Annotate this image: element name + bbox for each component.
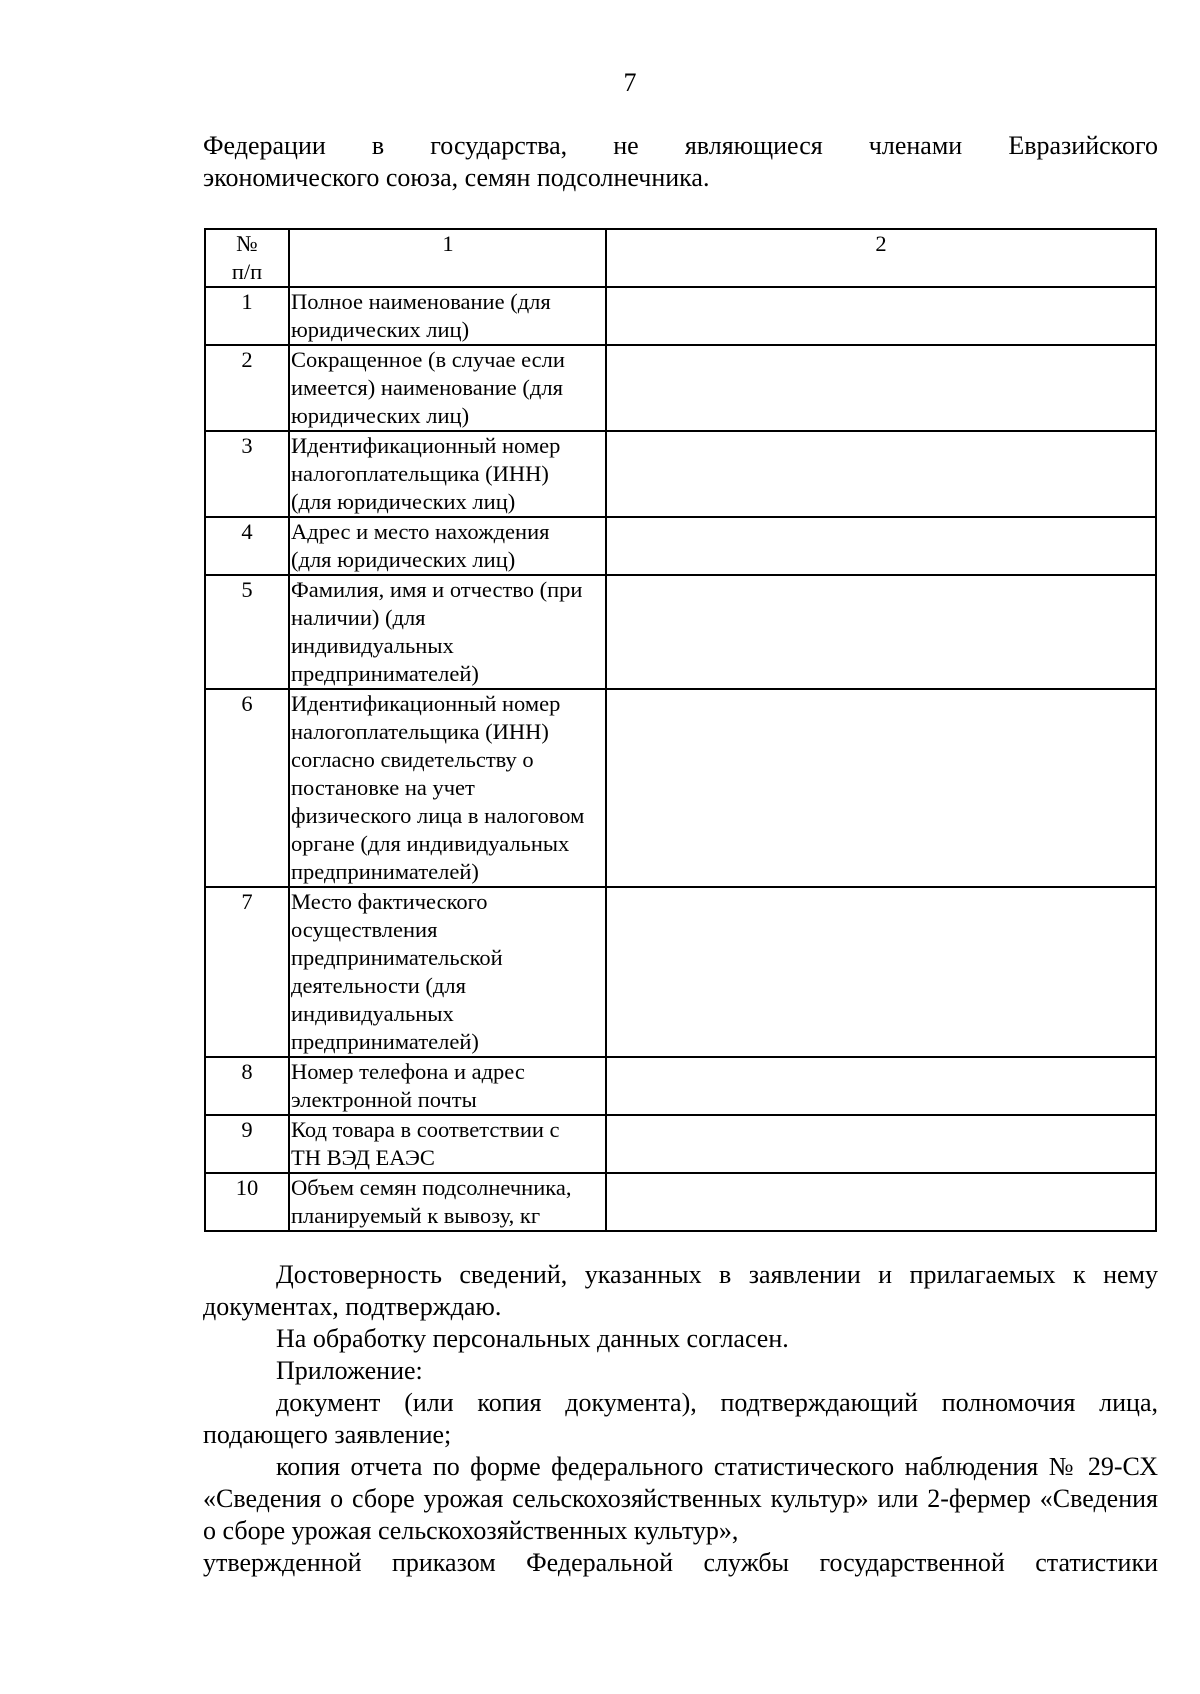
table-row — [205, 1173, 1156, 1231]
table-row — [205, 1115, 1156, 1173]
table-row — [205, 287, 1156, 345]
row-label: Полное наименование (для юридических лиц) — [289, 287, 606, 345]
row-num: 7 — [205, 887, 289, 1057]
row-value-cell[interactable] — [606, 431, 1156, 517]
row-label: Фамилия, имя и отчество (при наличии) (для индивидуальных предпринимателей) — [289, 575, 606, 689]
row-num: 8 — [205, 1057, 289, 1115]
paragraph-consent: На обработку персональных данных согласен. — [276, 1324, 789, 1353]
row-label: Место фактического осуществления предпринимательской деятельности (для индивидуальных предпринимателей) — [289, 887, 606, 1057]
row-label: Номер телефона и адрес электронной почты — [289, 1057, 606, 1115]
paragraph-confirmation: Достоверность сведений, указанных в заявлении и прилагаемых к нему документах, подтверждаю. — [203, 1260, 1158, 1321]
row-num: 4 — [205, 517, 289, 575]
paragraph-appendix-document: документ (или копия документа), подтверждающий полномочия лица, подающего заявление; — [203, 1388, 1158, 1449]
header-num: № п/п — [205, 229, 289, 287]
row-num: 10 — [205, 1173, 289, 1231]
intro-paragraph — [203, 130, 1158, 194]
table-row — [205, 345, 1156, 431]
table-row — [205, 575, 1156, 689]
row-num: 6 — [205, 689, 289, 887]
paragraph-approved-by: утвержденной приказом Федеральной службы государственной статистики — [203, 1548, 1158, 1577]
table-row — [205, 517, 1156, 575]
row-label: Объем семян подсолнечника, планируемый к вывозу, кг — [289, 1173, 606, 1231]
row-num: 9 — [205, 1115, 289, 1173]
row-label: Код товара в соответствии с ТН ВЭД ЕАЭС — [289, 1115, 606, 1173]
row-label: Идентификационный номер налогоплательщика (ИНН) согласно свидетельству о постановке на учет физического лица в налоговом органе (для индивидуальных предпринимателей) — [289, 689, 606, 887]
table-row — [205, 431, 1156, 517]
header-col-2: 2 — [606, 229, 1156, 287]
row-value-cell[interactable] — [606, 1115, 1156, 1173]
table-row — [205, 1057, 1156, 1115]
row-num: 5 — [205, 575, 289, 689]
row-value-cell[interactable] — [606, 345, 1156, 431]
application-form-table — [204, 228, 1157, 1232]
row-label: Адрес и место нахождения (для юридических лиц) — [289, 517, 606, 575]
row-value-cell[interactable] — [606, 517, 1156, 575]
row-num: 3 — [205, 431, 289, 517]
row-value-cell[interactable] — [606, 1173, 1156, 1231]
intro-line-1: Федерации в государства, не являющиеся членами Евразийского — [203, 131, 1158, 160]
row-label: Идентификационный номер налогоплательщика (ИНН) (для юридических лиц) — [289, 431, 606, 517]
row-value-cell[interactable] — [606, 287, 1156, 345]
row-value-cell[interactable] — [606, 575, 1156, 689]
header-col-1: 1 — [289, 229, 606, 287]
after-table-text — [203, 1259, 1158, 1579]
intro-line-2: экономического союза, семян подсолнечника. — [203, 163, 710, 192]
row-value-cell[interactable] — [606, 1057, 1156, 1115]
table-row — [205, 689, 1156, 887]
table-row — [205, 887, 1156, 1057]
row-value-cell[interactable] — [606, 689, 1156, 887]
row-num: 1 — [205, 287, 289, 345]
row-num: 2 — [205, 345, 289, 431]
row-label: Сокращенное (в случае если имеется) наименование (для юридических лиц) — [289, 345, 606, 431]
row-value-cell[interactable] — [606, 887, 1156, 1057]
paragraph-appendix-heading: Приложение: — [276, 1356, 423, 1385]
table-header-row — [205, 229, 1156, 287]
page-number: 7 — [623, 68, 637, 97]
paragraph-appendix-report: копия отчета по форме федерального статистического наблюдения № 29-СХ «Сведения о сборе урожая сельскохозяйственных культур» или 2-фермер «Сведения о сборе урожая сельскохозяйственных культур», — [203, 1452, 1158, 1545]
